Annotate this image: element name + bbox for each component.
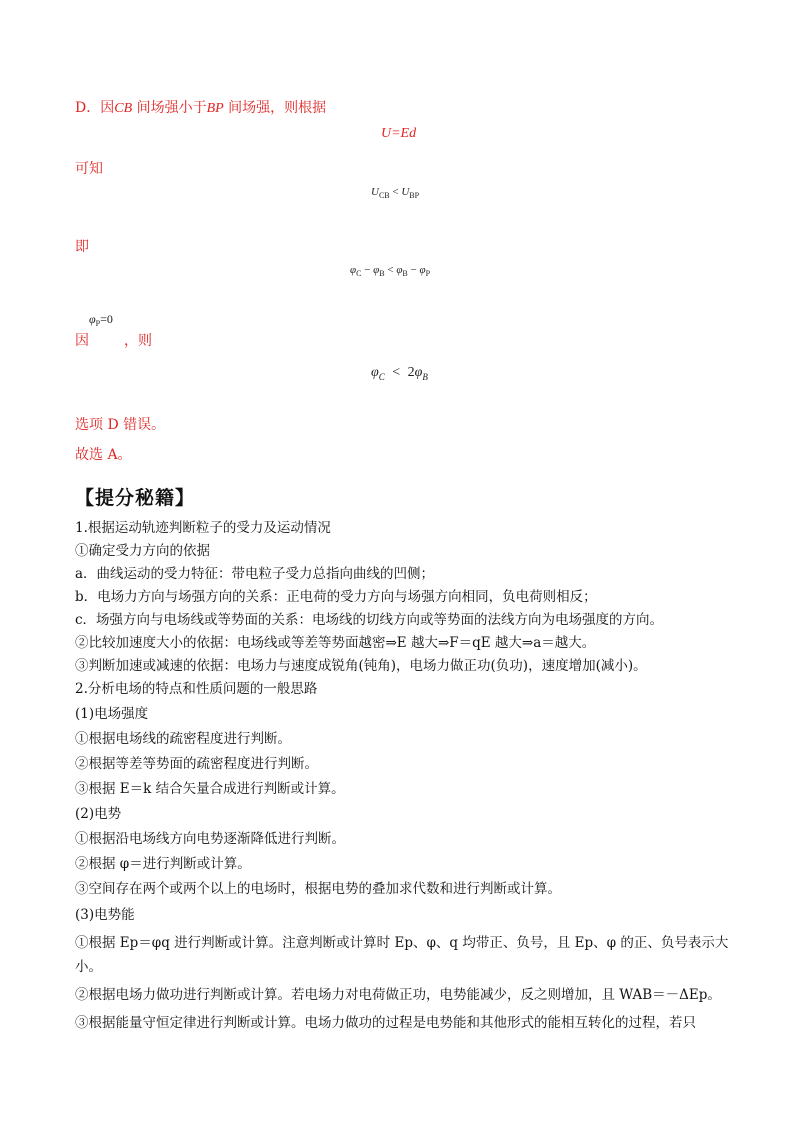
- option-d-suffix: 间场强，则根据: [223, 100, 327, 116]
- ji-text: 即: [75, 239, 89, 255]
- answer-text: 故选 A。: [75, 447, 132, 463]
- eq1-lt: <: [392, 186, 399, 198]
- section-title: 【提分秘籍】: [75, 487, 196, 509]
- eq4-phi1: φ: [371, 365, 379, 380]
- line-7: ③判断加速或减速的依据：电场力与速度成锐角(钝角)，电场力做正功(负功)，速度增加(减小)。: [75, 658, 647, 674]
- line-11: ②根据等差等势面的疏密程度进行判断。: [75, 756, 318, 772]
- line-10: ①根据电场线的疏密程度进行判断。: [75, 731, 291, 747]
- eq2-sub2: B: [379, 269, 385, 278]
- line-21: ③根据能量守恒定律进行判断或计算。电场力做功的过程是电势能和其他形式的能相互转化的过程，若只: [75, 1015, 696, 1031]
- line-16: ③空间存在两个或两个以上的电场时，根据电势的叠加求代数和进行判断或计算。: [75, 881, 561, 897]
- line-2: ①确定受力方向的依据: [75, 543, 210, 559]
- eq4-lt: <: [392, 365, 401, 380]
- eq1-sub2: BP: [409, 191, 420, 200]
- equation-phi-p-zero: [89, 312, 113, 328]
- eq4-two: 2: [407, 365, 415, 380]
- eq2-lt: <: [387, 264, 394, 276]
- yin-text: 因: [75, 333, 89, 349]
- keyizhi-text: 可知: [75, 161, 103, 177]
- line-8: 2.分析电场的特点和性质问题的一般思路: [75, 681, 318, 697]
- eq2-phi2: φ: [373, 264, 380, 276]
- line-18: ①根据 Ep＝φq 进行判断或计算。注意判断或计算时 Ep、φ、q 均带正、负号，且 Ep、φ 的正、负号表示大: [75, 935, 729, 951]
- var-bp: BP: [206, 101, 224, 116]
- option-d-wrong-text: 选项 D 错误。: [75, 417, 166, 433]
- eq2-minus1: −: [364, 264, 371, 276]
- eq2-sub3: B: [402, 269, 408, 278]
- ze-text: ，则: [124, 333, 152, 349]
- line-6: ②比较加速度大小的依据：电场线或等差等势面越密⇒E 越大⇒F＝qE 越大⇒a＝越大。: [75, 635, 596, 651]
- var-cb: CB: [114, 101, 133, 116]
- line-1: 1.根据运动轨迹判断粒子的受力及运动情况: [75, 520, 331, 536]
- line-13: (2)电势: [75, 806, 122, 822]
- line-12: ③根据 E＝k 结合矢量合成进行判断或计算。: [75, 781, 345, 797]
- eq3-phi: φ: [89, 312, 96, 326]
- eq2-sub1: C: [356, 269, 362, 278]
- equation-phi-c-lt-2phi-b: [371, 365, 428, 382]
- eq2-phi4: φ: [419, 264, 426, 276]
- eq1-u1: U: [371, 186, 379, 198]
- line-15: ②根据 φ＝进行判断或计算。: [75, 856, 251, 872]
- eq4-sub2: B: [422, 372, 428, 382]
- line-14: ①根据沿电场线方向电势逐渐降低进行判断。: [75, 831, 345, 847]
- option-d-line: [75, 97, 326, 117]
- equation-phi-differences: [350, 264, 430, 278]
- equation-u-ed: U=Ed: [381, 126, 417, 141]
- eq4-sub1: C: [378, 372, 385, 382]
- eq2-phi3: φ: [396, 264, 403, 276]
- line-20: ②根据电场力做功进行判断或计算。若电场力对电荷做正功，电势能减少，反之则增加，且 WAB＝－ΔEp。: [75, 987, 721, 1003]
- eq3-sub: P: [95, 319, 101, 328]
- line-19: 小。: [75, 959, 102, 975]
- eq1-sub1: CB: [378, 191, 390, 200]
- line-3: a．曲线运动的受力特征：带电粒子受力总指向曲线的凹侧；: [75, 566, 435, 582]
- eq2-minus2: −: [410, 264, 417, 276]
- option-d-mid: 间场强小于: [132, 100, 207, 116]
- line-9: (1)电场强度: [75, 706, 149, 722]
- equation-ucb-lt-ubp: [371, 186, 419, 200]
- line-17: (3)电势能: [75, 907, 135, 923]
- option-d-prefix: D．因: [75, 100, 115, 116]
- line-5: c．场强方向与电场线或等势面的关系：电场线的切线方向或等势面的法线方向为电场强度的方向。: [75, 612, 664, 628]
- eq1-u2: U: [401, 186, 410, 198]
- eq2-phi1: φ: [350, 264, 357, 276]
- eq4-phi2: φ: [414, 365, 423, 380]
- line-4: b．电场力方向与场强方向的关系：正电荷的受力方向与场强方向相同，负电荷则相反；: [75, 589, 597, 605]
- eq2-sub4: P: [425, 269, 431, 278]
- eq3-rest: =0: [100, 312, 113, 326]
